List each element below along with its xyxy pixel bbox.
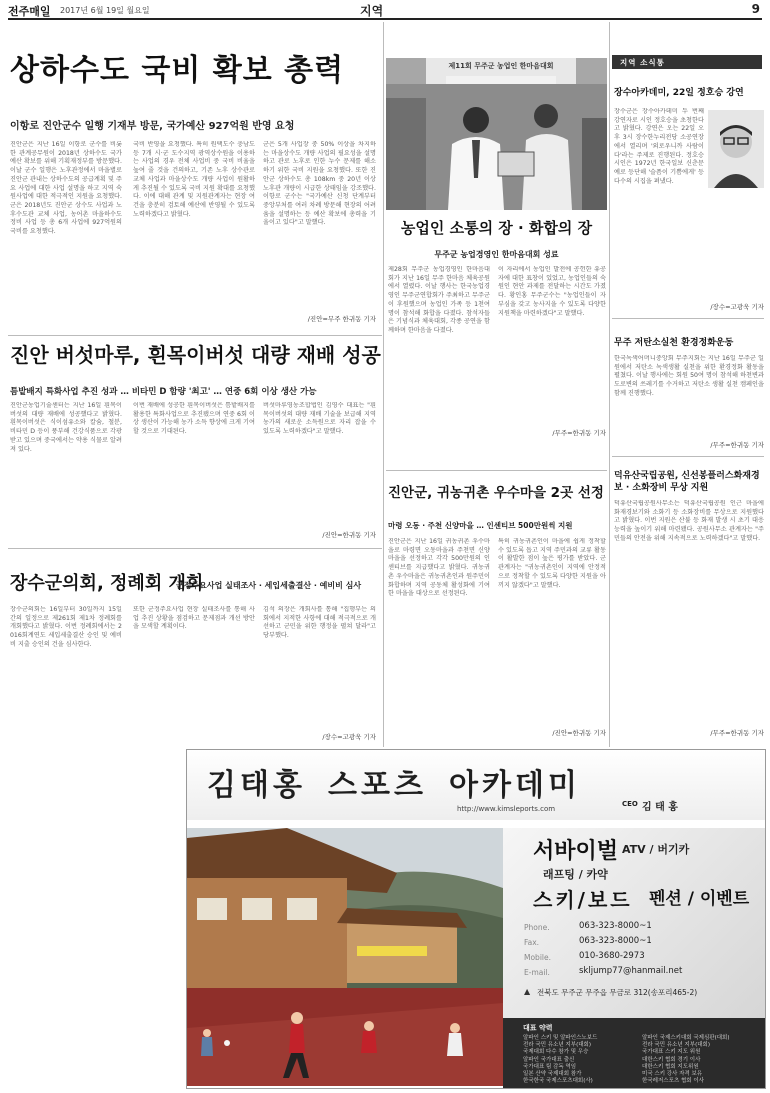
ad-career-left bbox=[523, 1035, 643, 1085]
ad-mobile: 010-3680-2973 bbox=[579, 951, 645, 961]
sidebar-item-3-title: 덕유산국립공원, 신선봉플러스화재경보 · 소화장비 무상 지원 bbox=[614, 471, 760, 493]
sidebar-item-2-text: 한국녹색어머니중앙회 무주지회는 지난 16일 무주군 일원에서 저탄소 녹색생활 실천을 위한 환경정화 활동을 펼쳤다. 이날 행사에는 회원 50여 명이 참석해 하천변과 도로변의 쓰레기를 수거하고 저탄소 생활 실천 캠페인을 함께 진행했다. bbox=[614, 355, 764, 397]
ad-address: 전북도 무주군 무주읍 무금로 312(송포리465-2) bbox=[537, 988, 698, 997]
ad-academy-photo bbox=[187, 828, 503, 1086]
sidebar-rule bbox=[612, 456, 764, 457]
sidebar-item-1-title: 장수아카데미, 22일 정호승 강연 bbox=[614, 88, 744, 98]
ad-career-line: 알파인 국제스키대회 국제심판(대회) bbox=[642, 1035, 730, 1041]
ad-career-line: 전라 국민 유소년 지부(대회) bbox=[642, 1042, 710, 1049]
ad-phone: 063-323-8000~1 bbox=[579, 921, 652, 931]
sidebar-rule bbox=[612, 318, 764, 319]
lead-col-2: 국비 반영을 요청했다. 특히 원택도수 충남도 등 7개 시·군 도수지역 광역상수원을 이용하는 사업의 경우 전체 사업비 중 국비 비율을 높여 줄 것을 건의하고, 기존 노후 상수관로 교체 사업과 마을상수도 개량 사업이 원활하게 추진될 수 있도록 국비 지원 확대를 요청했다. 이에 대해 관계 및 지원관계자는 현장 여건을 충분히 검토해 예산에 반영될 수 있도록 노력하겠다고 밝혔다. bbox=[133, 141, 255, 218]
ad-career-right bbox=[642, 1035, 762, 1085]
section-rule bbox=[8, 548, 382, 549]
sports-academy-ad bbox=[186, 749, 766, 1089]
lead-col-1: 진안군은 지난 16일 이항로 군수를 비롯한 관계공무원이 2018년 상하수도 국가예산 확보를 위해 기획재정부를 방문했다. 이날 군수 일행은 노후관정에서 마을별로 진안군 관내는 상하수도의 공급계획 및 주요 사업에 대한 사업 설명을 하고 지역 숙원사업에 대한 적극적인 지원을 요청했다. 군은 2018년도 진안군 상수도 사업과 노후수도관 교체 사업, 농어촌 마을하수도 정비 사업 등 총 6개 사업에 927억원의 국비를 요청했다. bbox=[10, 141, 122, 236]
mushroom-col-3: 버섯마루영농조합법인 김영수 대표는 "흰목이버섯의 대량 재배 기술을 보급해 지역 농가의 새로운 소득원으로 자리 잡을 수 있도록 노력하겠다"고 말했다. bbox=[263, 402, 376, 436]
newspaper-logo: 전주매일 bbox=[8, 5, 51, 18]
sidebar-item-2-title: 무주 저탄소실천 환경정화운동 bbox=[614, 338, 734, 348]
ad-venue-2: ATV / 버기카 bbox=[622, 843, 690, 856]
photo-story-byline: /무주=한귀동 기자 bbox=[552, 429, 606, 437]
council-subhead: 군정주요사업 실태조사 · 세입세출결산 · 예비비 심사 bbox=[176, 581, 362, 590]
ad-ceo-name: 김 태 홍 bbox=[642, 802, 678, 813]
header-rule bbox=[8, 18, 762, 20]
ad-fax: 063-323-8000~1 bbox=[579, 936, 652, 946]
ad-email: skljump77@hanmail.net bbox=[579, 966, 683, 976]
mushroom-headline: 진안 버섯마루, 흰목이버섯 대량 재배 성공 bbox=[10, 343, 381, 367]
return-village-col-1: 진안군은 지난 16일 귀농귀촌 우수마을로 마령면 오동마을과 주천면 신양마을을 선정하고 각각 500만원의 인센티브를 지급했다고 밝혔다. 귀농귀촌 우수마을은 귀농귀촌인과 원주민이 화합하며 지역 공동체 활성화에 기여한 마을을 대상으로 선정된다. bbox=[388, 538, 490, 598]
ad-email-label: E-mail. bbox=[524, 968, 550, 977]
ad-career-line: 국가대표 스키 지도 위원 bbox=[642, 1049, 701, 1056]
ad-career-line: 알파인 국가대표 출신 bbox=[523, 1056, 575, 1063]
photo-story-subhead: 무주군 농업경영인 한마음대회 성료 bbox=[434, 250, 559, 259]
return-village-byline: /진안=한귀동 기자 bbox=[552, 729, 606, 737]
ad-career-line: 한국한국 국제스포츠대회(사) bbox=[523, 1078, 593, 1085]
mushroom-subhead: 틈밭배지 특화사업 추진 성과 … 비타민 D 함량 '최고' … 연중 6회 이상 생산 가능 bbox=[10, 387, 317, 397]
ad-career-line: 국제대회 다수 참가 및 우승 bbox=[523, 1049, 589, 1056]
issue-date: 2017년 6월 19일 월요일 bbox=[60, 6, 150, 15]
section-title: 지역 bbox=[360, 4, 384, 18]
sidebar-item-1-text-a: 장수군은 장수아카데미 두 번째 강연자로 시인 정호승을 초청한다고 밝혔다. 강연은 오는 22일 오후 3시 장수한누리전당 소공연장에서 열리며 '외로우니까 사람이다'라는 주제로 진행된다. 정호승 시인은 1972년 한국일보 신춘문예로 등단해 '슬픔이 기쁨에게' 등 다수의 시집을 펴냈다. bbox=[614, 108, 704, 185]
ad-career-heading: 대표 약력 bbox=[523, 1024, 553, 1032]
mushroom-col-1: 진안군농업기술센터는 지난 16일 흰목이버섯의 대량 재배에 성공했다고 밝혔다. 흰목이버섯은 식이섬유소와 칼슘, 철분, 비타민 D 등이 풍부해 건강식품으로 각광받고 있으며 중국에서는 약용 식물로 알려져 있다. bbox=[10, 402, 122, 453]
lead-headline: 상하수도 국비 확보 총력 bbox=[10, 53, 345, 88]
ad-ceo-label: CEO bbox=[622, 800, 638, 808]
photo-banner-text: 제11회 무주군 농업인 한마음대회 bbox=[448, 62, 554, 70]
mushroom-col-2: 이번 재배에 성공한 흰목이버섯은 틈밭배지를 활용한 특화사업으로 추진됐으며 연중 6회 이상 생산이 가능해 농가 소득 향상에 크게 기여할 것으로 기대된다. bbox=[133, 402, 255, 436]
ad-mobile-label: Mobile. bbox=[524, 953, 551, 962]
council-col-1: 장수군의회는 16일부터 30일까지 15일간의 일정으로 제261회 제1차 정례회를 개회했다고 밝혔다. 이번 정례회에서는 2016회계연도 세입세출결산 승인 및 예비비 지출 승인의 건을 심사한다. bbox=[10, 606, 122, 648]
ad-address-marker: ▲ bbox=[524, 987, 531, 996]
sidebar-item-1-byline: /장수=고광욱 기자 bbox=[710, 303, 764, 311]
ad-title: 김태홍 스포츠 아카데미 bbox=[207, 768, 581, 803]
ad-fax-label: Fax. bbox=[524, 938, 540, 947]
ad-activities-3: 펜션 / 이벤트 bbox=[649, 889, 750, 909]
sidebar-tag: 지역 소식통 bbox=[612, 55, 762, 69]
ad-career-line: 전라 국민 유소년 지부(대회) bbox=[523, 1042, 591, 1049]
photo-story-headline: 농업인 소통의 장 · 화합의 장 bbox=[400, 219, 593, 237]
lead-col-3: 군은 5개 사업장 중 50% 이상을 차지하는 마을상수도 개량 사업의 필요성을 설명하고 관로 노후로 인한 누수 문제를 해소하기 위한 국비 지원을 요청했다. 또한 진안군 상하수도 총 108km 중 20년 이상 노후관 개량이 시급한 상태임을 강조했다. 이항로 군수는 "국가예산 신청 단계부터 중앙부처를 여러 차례 방문해 현장의 어려움을 설명하는 등 예산 확보에 총력을 기울이고 있다"고 말했다. bbox=[263, 141, 376, 227]
return-village-col-2: 특히 귀농귀촌인이 마을에 쉽게 정착할 수 있도록 돕고 지역 주민과의 교류 활동이 활발한 점이 높은 평가를 받았다. 군 관계자는 "귀농귀촌인이 지역에 안정적으로 정착할 수 있도록 다양한 지원을 아끼지 않겠다"고 말했다. bbox=[498, 538, 606, 589]
council-col-3: 김석 의장은 개회사를 통해 "집행부는 의회에서 지적한 사항에 대해 적극적으로 개선하고 군민을 위한 행정을 펼쳐 달라"고 당부했다. bbox=[263, 606, 376, 640]
council-headline: 장수군의회, 정례회 개회 bbox=[10, 573, 204, 594]
council-col-2: 또한 군정주요사업 현장 실태조사를 통해 사업 추진 상황을 점검하고 문제점과 개선 방안을 모색할 계획이다. bbox=[133, 606, 255, 631]
ad-career-line: 대한스키 협회 지도위원 bbox=[642, 1063, 699, 1070]
return-village-subhead: 마령 오동 · 주천 신양마을 … 인센티브 500만원씩 지원 bbox=[388, 521, 573, 530]
ad-activities: 래프팅 / 카약 bbox=[543, 868, 608, 881]
lead-subhead: 이항로 진안군수 일행 기재부 방문, 국가예산 927억원 반영 요청 bbox=[10, 121, 295, 132]
sidebar-item-3-text: 덕유산국립공원사무소는 덕유산국립공원 인근 마을에 화재경보기와 소화기 등 소화장비를 무상으로 지원했다고 밝혔다. 이번 지원은 산불 등 화재 발생 시 초기 대응 능력을 높이기 위해 마련됐다. 공원사무소 관계자는 "주민들의 안전을 위해 지속적으로 노력하겠다"고 말했다. bbox=[614, 500, 764, 542]
return-village-headline: 진안군, 귀농귀촌 우수마을 2곳 선정 bbox=[388, 485, 604, 501]
ad-career-line: 국가대표 팀 감독 역임 bbox=[523, 1063, 577, 1070]
photo-story-col-2: 이 자리에서 농업인 발전에 공헌한 유공자에 대한 표창이 있었고, 농업인들의 숙원인 현안 과제를 전달하는 시간도 가졌다. 황인홍 무주군수는 "농업인들이 자부심을 갖고 농사지을 수 있도록 다양한 지원책을 마련하겠다"고 말했다. bbox=[498, 266, 606, 317]
ad-career-line: 미국 스키 강사 자격 보유 bbox=[642, 1071, 703, 1078]
section-rule bbox=[8, 335, 382, 336]
sidebar-item-2-byline: /무주=한귀동 기자 bbox=[710, 441, 764, 449]
ad-career-line: 알파인 스키 및 알파인스노보드 bbox=[523, 1035, 598, 1041]
council-byline: /장수=고광욱 기자 bbox=[322, 733, 376, 741]
ad-activities-2: 스키/보드 bbox=[533, 888, 633, 912]
section-rule bbox=[386, 470, 607, 471]
lead-byline: /진안=무주 한귀동 기자 bbox=[307, 315, 376, 323]
ad-phone-label: Phone. bbox=[524, 923, 550, 932]
ad-career-line: 일본 산약 국제대회 참가 bbox=[523, 1071, 582, 1078]
page-number: 9 bbox=[751, 2, 760, 16]
ad-career-line: 대한스키 협회 경기 이사 bbox=[642, 1056, 701, 1063]
column-divider bbox=[609, 22, 610, 747]
sidebar-item-3-byline: /무주=한귀동 기자 bbox=[710, 729, 764, 737]
column-divider bbox=[383, 22, 384, 747]
ad-career-line: 한국레저스포츠 협회 이사 bbox=[642, 1078, 704, 1085]
mushroom-byline: /진안=한귀동 기자 bbox=[322, 531, 376, 539]
farmers-event-photo bbox=[386, 58, 607, 210]
ad-url: http://www.kimsleports.com bbox=[457, 805, 556, 813]
poet-portrait-photo bbox=[708, 110, 764, 188]
photo-story-col-1: 제28회 무주군 농업경영인 한마음대회가 지난 16일 무주 한마음 체육공원에서 열렸다. 이날 행사는 한국농업경영인 무주군연합회가 주최하고 무주군이 후원했으며 농업인 가족 등 1천여 명이 참석해 화합을 다졌다. 참석자들은 기념식과 체육대회, 각종 공연을 함께하며 한마음을 다졌다. bbox=[388, 266, 490, 334]
ad-venue: 서바이벌 bbox=[533, 839, 619, 864]
